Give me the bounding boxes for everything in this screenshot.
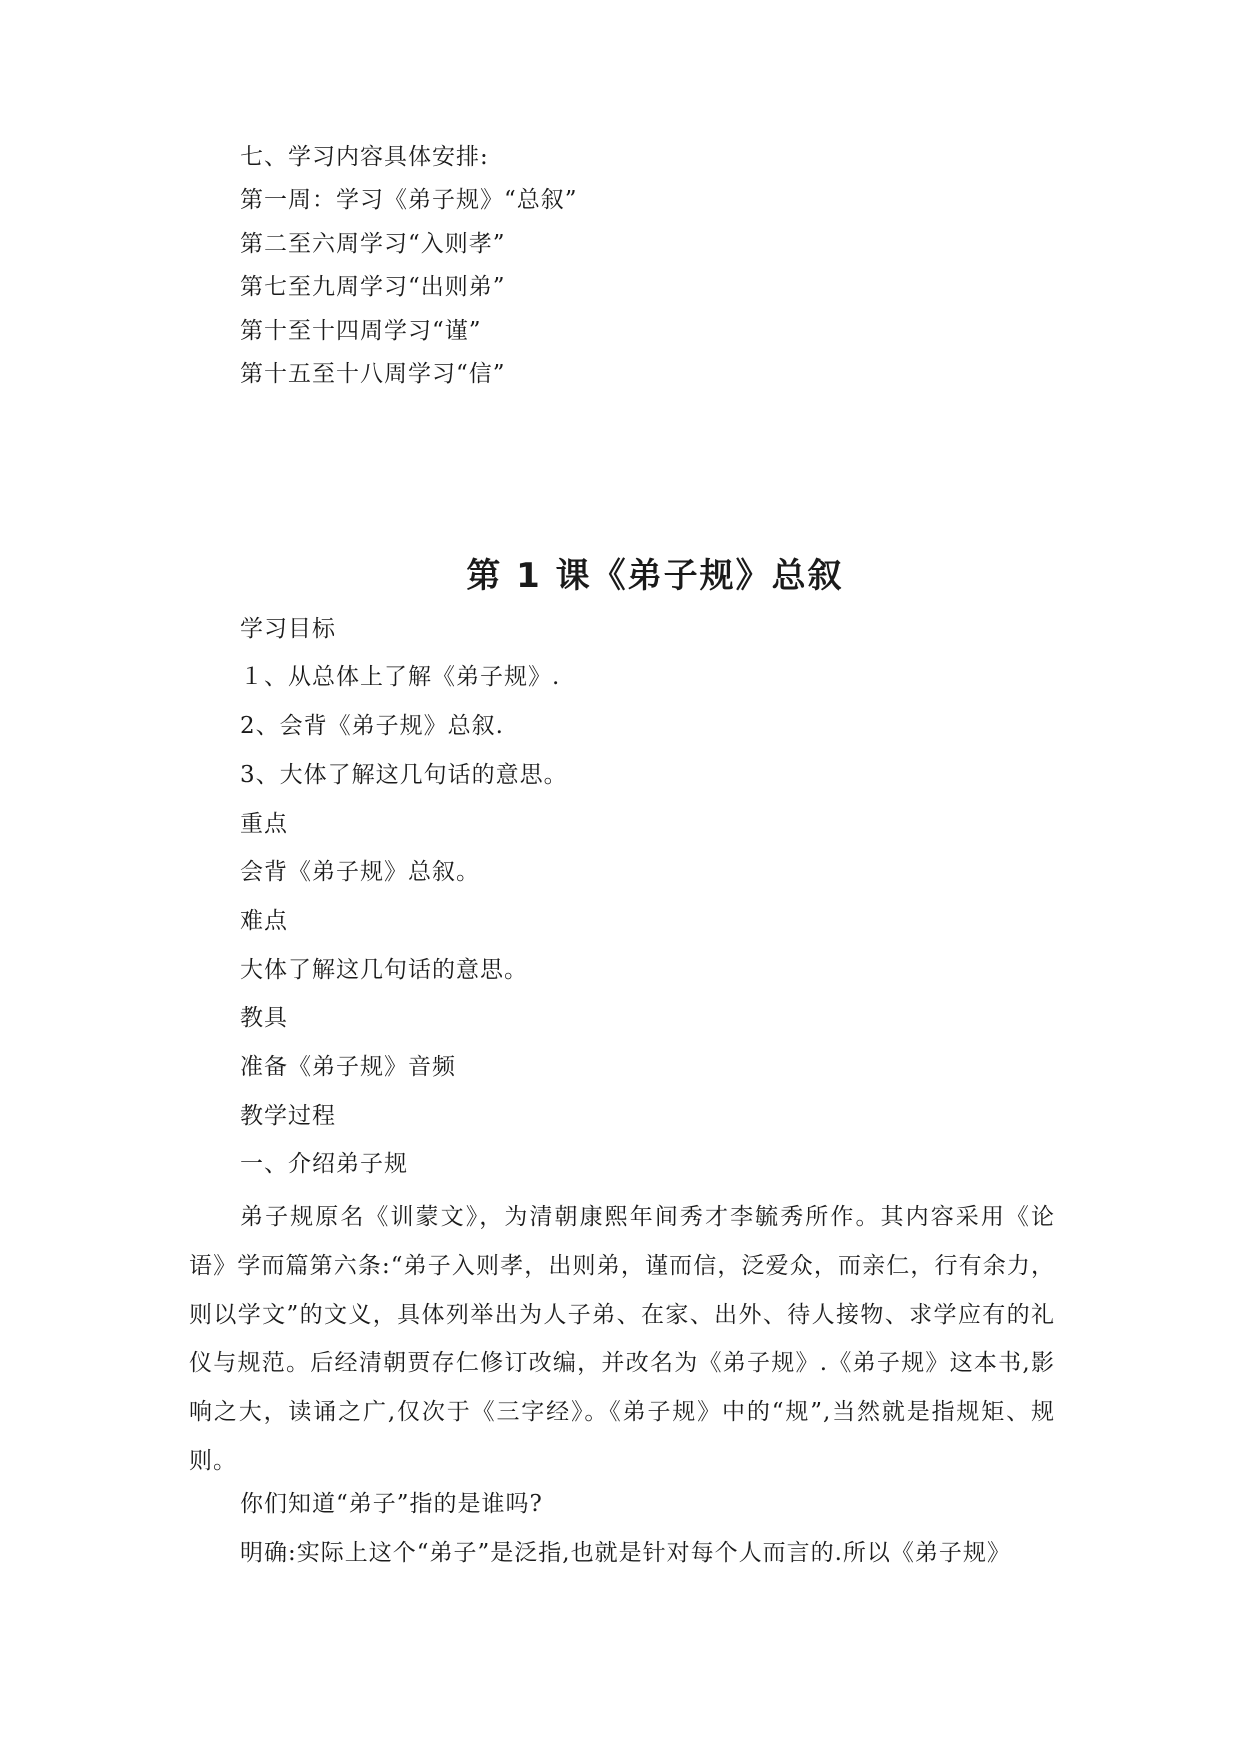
- key-point-text: 会背《弟子规》总叙。: [240, 859, 480, 885]
- section-heading: 一、介绍弟子规: [240, 1151, 408, 1177]
- key-point-heading: 重点: [240, 811, 288, 837]
- objective-item: 3、大体了解这几句话的意思。: [240, 762, 568, 788]
- schedule-heading: 七、学习内容具体安排:: [240, 144, 489, 170]
- schedule-item: 第二至六周学习“入则孝”: [240, 231, 506, 257]
- schedule-item: 第十至十四周学习“谨”: [240, 318, 482, 344]
- objective-item: １、从总体上了解《弟子规》.: [240, 664, 561, 690]
- process-heading: 教学过程: [240, 1103, 336, 1129]
- tools-heading: 教具: [240, 1005, 288, 1031]
- objectives-heading: 学习目标: [240, 616, 336, 642]
- intro-paragraph: 弟子规原名《训蒙文》，为清朝康熙年间秀才李毓秀所作。其内容采用《论语》学而篇第六条:“弟子入则孝，出则弟，谨而信，泛爱众，而亲仁，行有余力，则以学文”的文义，具体列举出为人子弟、在家、出外、待人接物、求学应有的礼仪与规范。后经清朝贾存仁修订改编，并改名为《弟子规》.《弟子规》这本书,影响之大，读诵之广,仅次于《三字经》。《弟子规》中的“规”,当然就是指规矩、规则。: [189, 1204, 1055, 1474]
- schedule-item: 第七至九周学习“出则弟”: [240, 274, 506, 300]
- lesson-title: 第 1 课《弟子规》总叙: [466, 556, 844, 596]
- question-text: 你们知道“弟子”指的是谁吗?: [240, 1491, 543, 1517]
- difficulty-text: 大体了解这几句话的意思。: [240, 957, 528, 983]
- tools-text: 准备《弟子规》音频: [240, 1054, 456, 1080]
- difficulty-heading: 难点: [240, 908, 288, 934]
- answer-text: 明确:实际上这个“弟子”是泛指,也就是针对每个人而言的.所以《弟子规》: [240, 1540, 1011, 1566]
- schedule-item: 第十五至十八周学习“信”: [240, 361, 506, 387]
- objective-item: 2、会背《弟子规》总叙.: [240, 713, 504, 739]
- schedule-item: 第一周：学习《弟子规》“总叙”: [240, 187, 578, 213]
